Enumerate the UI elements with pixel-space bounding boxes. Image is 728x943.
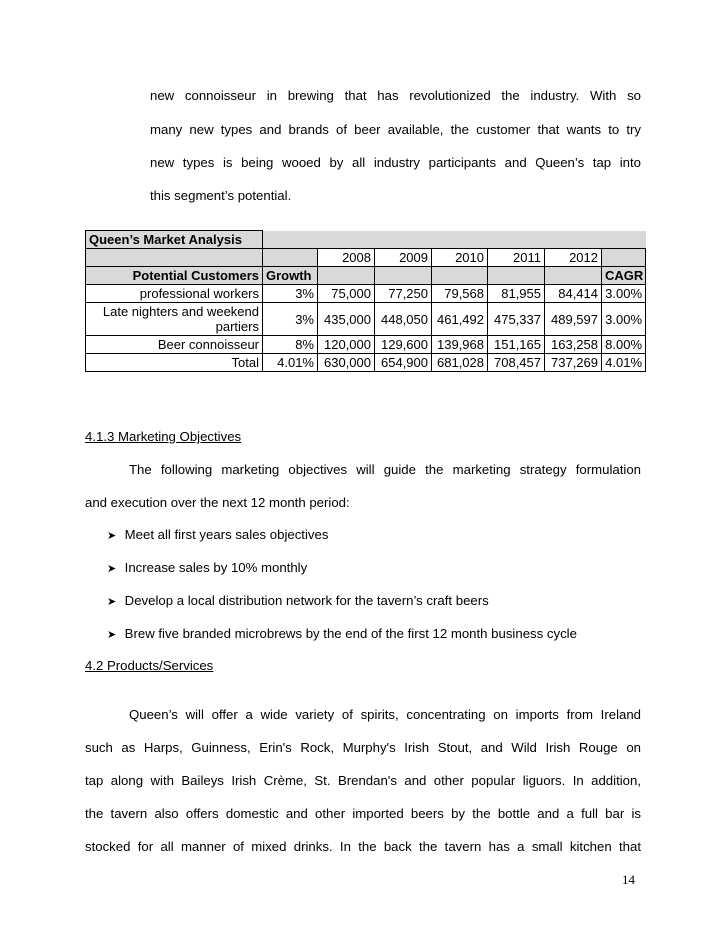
bullet-item bbox=[107, 527, 328, 542]
marketing-objectives-heading: 4.1.3 Marketing Objectives bbox=[85, 429, 242, 444]
market-analysis-table bbox=[85, 230, 646, 372]
bullet-item bbox=[107, 593, 489, 608]
intro-line-1: new connoisseur in brewing that has revolutionized the industry. With so bbox=[150, 88, 641, 103]
year-2012: 2012 bbox=[545, 249, 602, 267]
row-value: 84,414 bbox=[545, 285, 602, 303]
products-line-1: Queen’s will offer a wide variety of spirits, concentrating on imports from Ireland bbox=[129, 707, 641, 722]
table-year-row bbox=[86, 249, 646, 267]
year-2010: 2010 bbox=[432, 249, 488, 267]
row-growth: 3% bbox=[263, 303, 318, 336]
row-value: 81,955 bbox=[488, 285, 545, 303]
row-value: 708,457 bbox=[488, 354, 545, 372]
row-label: Beer connoisseur bbox=[86, 336, 263, 354]
table-header-row bbox=[86, 267, 646, 285]
header-blank-3 bbox=[432, 267, 488, 285]
header-blank-2 bbox=[375, 267, 432, 285]
products-line-3: tap along with Baileys Irish Crème, St. Brendan's and other popular liguors. In addition, bbox=[85, 773, 641, 788]
table-title: Queen’s Market Analysis bbox=[86, 231, 263, 249]
year-2009: 2009 bbox=[375, 249, 432, 267]
row-value: 630,000 bbox=[318, 354, 375, 372]
header-potential-customers: Potential Customers bbox=[86, 267, 263, 285]
table-title-row bbox=[86, 231, 646, 249]
table-row-total bbox=[86, 354, 646, 372]
row-growth: 3% bbox=[263, 285, 318, 303]
row-cagr: 4.01% bbox=[602, 354, 646, 372]
row-value: 120,000 bbox=[318, 336, 375, 354]
bullet-text: Develop a local distribution network for the tavern’s craft beers bbox=[124, 593, 489, 608]
row-value: 461,492 bbox=[432, 303, 488, 336]
table-title-spacer bbox=[263, 231, 646, 249]
table-row bbox=[86, 285, 646, 303]
row-growth: 8% bbox=[263, 336, 318, 354]
row-value: 681,028 bbox=[432, 354, 488, 372]
row-value: 163,258 bbox=[545, 336, 602, 354]
bullet-text: Increase sales by 10% monthly bbox=[124, 560, 308, 575]
table-row bbox=[86, 303, 646, 336]
row-label: Late nighters and weekend partiers bbox=[86, 303, 263, 336]
row-value: 139,968 bbox=[432, 336, 488, 354]
bullet-item bbox=[107, 626, 577, 641]
row-label: professional workers bbox=[86, 285, 263, 303]
row-value: 151,165 bbox=[488, 336, 545, 354]
intro-line-3: new types is being wooed by all industry participants and Queen’s tap into bbox=[150, 155, 641, 170]
products-line-4: the tavern also offers domestic and other imported beers by the bottle and a full bar is bbox=[85, 806, 641, 821]
arrow-bullet-icon: ➤ bbox=[107, 530, 117, 542]
products-line-5: stocked for all manner of mixed drinks. In the back the tavern has a small kitchen that bbox=[85, 839, 641, 854]
row-value: 79,568 bbox=[432, 285, 488, 303]
products-line-2: such as Harps, Guinness, Erin's Rock, Murphy's Irish Stout, and Wild Irish Rouge on bbox=[85, 740, 641, 755]
table-row bbox=[86, 336, 646, 354]
arrow-bullet-icon: ➤ bbox=[107, 596, 117, 608]
year-row-cagr-blank bbox=[602, 249, 646, 267]
page-number: 14 bbox=[622, 872, 635, 887]
marketing-para-line-1: The following marketing objectives will guide the marketing strategy formulation bbox=[129, 462, 641, 477]
row-value: 475,337 bbox=[488, 303, 545, 336]
row-value: 435,000 bbox=[318, 303, 375, 336]
row-value: 654,900 bbox=[375, 354, 432, 372]
row-value: 737,269 bbox=[545, 354, 602, 372]
header-blank-5 bbox=[545, 267, 602, 285]
row-cagr: 3.00% bbox=[602, 303, 646, 336]
bullet-text: Meet all first years sales objectives bbox=[124, 527, 329, 542]
header-blank-1 bbox=[318, 267, 375, 285]
row-value: 489,597 bbox=[545, 303, 602, 336]
year-row-blank bbox=[86, 249, 263, 267]
row-cagr: 8.00% bbox=[602, 336, 646, 354]
intro-line-2: many new types and brands of beer available, the customer that wants to try bbox=[150, 122, 641, 137]
row-value: 448,050 bbox=[375, 303, 432, 336]
intro-line-4: this segment’s potential. bbox=[150, 188, 292, 203]
header-growth: Growth bbox=[263, 267, 318, 285]
row-value: 129,600 bbox=[375, 336, 432, 354]
arrow-bullet-icon: ➤ bbox=[107, 563, 117, 575]
row-growth: 4.01% bbox=[263, 354, 318, 372]
bullet-text: Brew five branded microbrews by the end of the first 12 month business cycle bbox=[124, 626, 577, 641]
year-2008: 2008 bbox=[318, 249, 375, 267]
header-cagr: CAGR bbox=[602, 267, 646, 285]
year-2011: 2011 bbox=[488, 249, 545, 267]
row-cagr: 3.00% bbox=[602, 285, 646, 303]
row-label: Total bbox=[86, 354, 263, 372]
products-heading: 4.2 Products/Services bbox=[85, 658, 214, 673]
row-value: 75,000 bbox=[318, 285, 375, 303]
arrow-bullet-icon: ➤ bbox=[107, 629, 117, 641]
bullet-item bbox=[107, 560, 307, 575]
year-row-growth-blank bbox=[263, 249, 318, 267]
header-blank-4 bbox=[488, 267, 545, 285]
marketing-para-line-2: and execution over the next 12 month period: bbox=[85, 495, 350, 510]
row-value: 77,250 bbox=[375, 285, 432, 303]
